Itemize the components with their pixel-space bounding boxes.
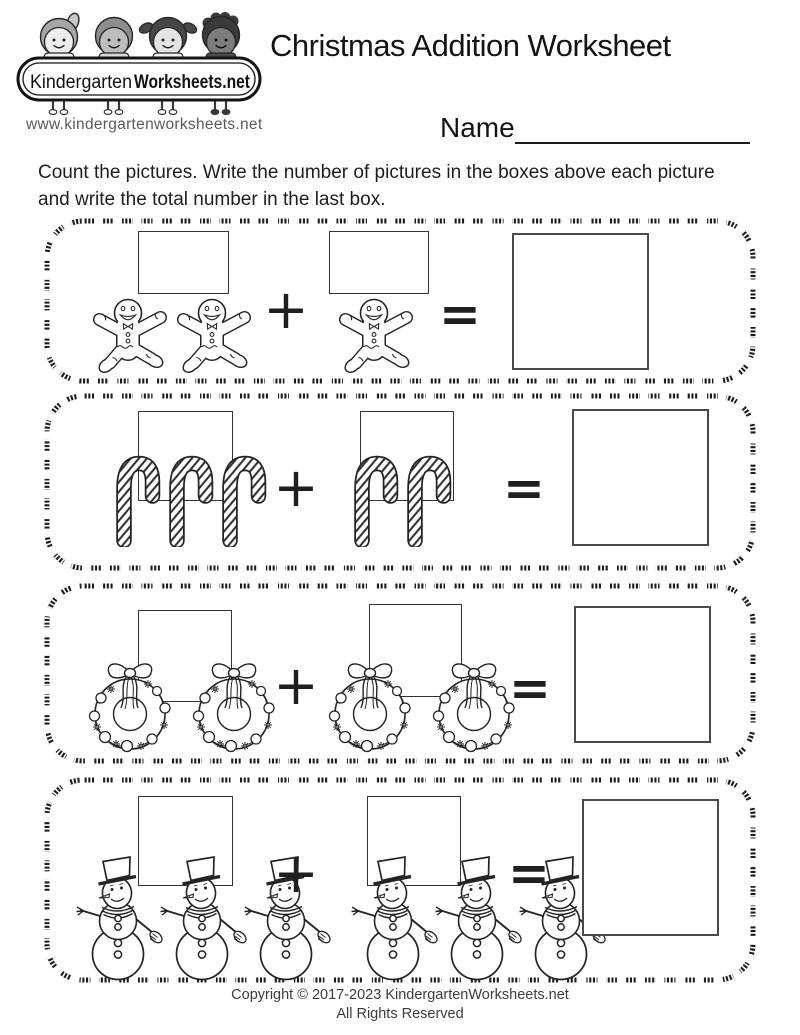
addition-problem (44, 218, 756, 384)
total-answer-box[interactable] (574, 606, 711, 743)
total-answer-box[interactable] (512, 233, 649, 370)
candy-cane-icon (220, 455, 267, 547)
addition-problem (44, 583, 756, 764)
rights-line: All Rights Reserved (336, 1005, 464, 1022)
candy-cane-icon (167, 455, 214, 547)
name-label: Name (440, 112, 515, 143)
total-answer-box[interactable] (582, 799, 719, 936)
copyright-line: Copyright © 2017-2023 KindergartenWorksheets.net (231, 987, 569, 1003)
addend2-pictures (338, 298, 422, 374)
addend2-answer-box[interactable] (329, 231, 429, 294)
gingerbread-man-icon (176, 298, 256, 374)
footer (0, 986, 800, 1024)
wreath-icon (320, 656, 420, 753)
gingerbread-man-icon (92, 298, 172, 374)
site-url: www.kindergartenworksheets.net (26, 116, 263, 133)
plus-sign: + (263, 278, 309, 341)
candy-cane-icon (352, 455, 399, 547)
plus-sign: + (273, 456, 319, 519)
addend2-pictures (352, 455, 458, 547)
plus-sign: + (273, 842, 319, 905)
equals-sign: = (509, 659, 551, 717)
snowman-icon (349, 853, 441, 981)
total-answer-box[interactable] (572, 409, 709, 546)
plus-sign: + (273, 654, 319, 717)
kid-girl-pigtails-icon (138, 18, 199, 63)
candy-cane-icon (114, 455, 161, 547)
name-input-line[interactable] (515, 114, 750, 144)
equals-sign: = (508, 844, 550, 902)
equals-sign: = (503, 459, 545, 517)
addend2-pictures (320, 656, 528, 753)
addend1-pictures (92, 298, 260, 374)
logo-text-bold: Worksheets.net (134, 72, 251, 93)
candy-cane-icon (405, 455, 452, 547)
addend1-pictures (80, 656, 288, 753)
page-title: Christmas Addition Worksheet (270, 28, 671, 63)
gingerbread-man-icon (338, 298, 418, 374)
kindergartenworksheets-logo (16, 8, 262, 120)
equals-sign: = (439, 285, 481, 343)
snowman-icon (158, 853, 250, 981)
kid-girl-ponytail-icon (41, 12, 82, 62)
addition-problem (44, 777, 756, 983)
name-field (440, 112, 750, 144)
addend1-answer-box[interactable] (138, 231, 229, 294)
wreath-icon (184, 656, 284, 753)
addend2-pictures (349, 853, 601, 981)
logo-text-regular: Kindergarten (30, 72, 132, 93)
addition-problem (44, 393, 756, 571)
kid-boy-icon (96, 18, 133, 63)
snowman-icon (74, 853, 166, 981)
addend1-pictures (114, 455, 273, 547)
kid-boy-curly-icon (203, 12, 240, 62)
wreath-icon (80, 656, 180, 753)
instructions: Count the pictures. Write the number of pictures in the boxes above each picture and write the total number in the last box. (38, 162, 715, 210)
